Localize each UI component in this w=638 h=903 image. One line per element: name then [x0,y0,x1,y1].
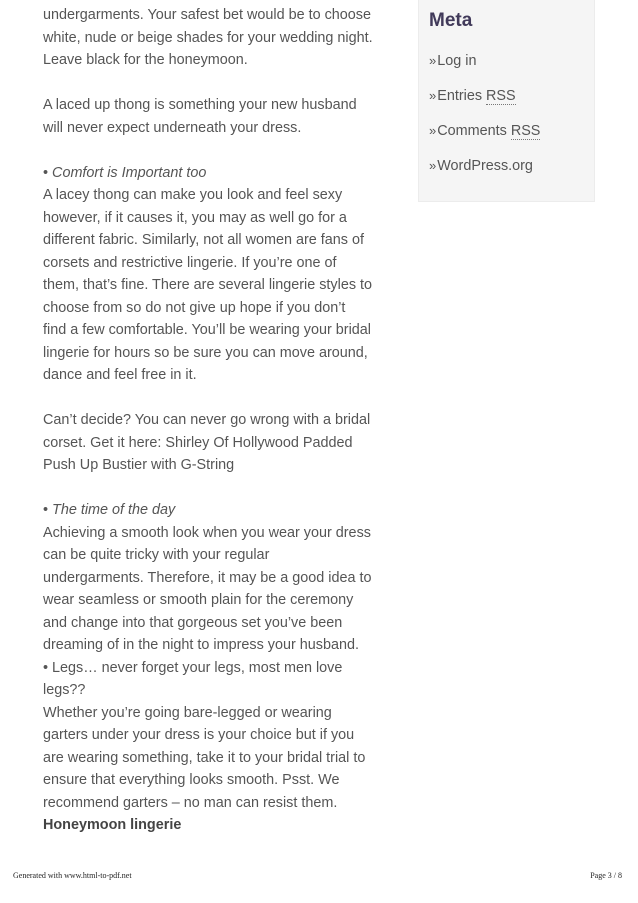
bullet: • [43,164,49,181]
text-line: are wearing something, take it to your bridal trial to [43,749,366,766]
text-line: legs?? [43,682,86,698]
text-line: them, that’s fine. There are several lingerie styles to [43,277,373,293]
heading-text: The time of the day [52,502,176,518]
text-line: garters under your dress is your choice but if you [43,727,355,743]
paragraph [43,4,398,72]
text-line: will never expect underneath your dress. [43,119,302,136]
paragraph [43,409,398,477]
chevron-right-icon: » [429,123,437,138]
section-heading [43,499,398,522]
subheading-honeymoon-lingerie: Honeymoon lingerie [43,817,182,833]
text-line: corset. Get it here: Shirley Of Hollywood Padded [43,434,353,451]
chevron-right-icon: » [429,88,437,103]
text-line: undergarments. Therefore, it may be a good idea to [43,569,372,586]
text-line: Achieving a smooth look when you wear your dress [43,524,371,541]
text-line: and change into that gorgeous set you’ve been [43,614,343,631]
text-line: recommend garters – no man can resist them. [43,794,338,811]
link-label: WordPress.org [437,158,533,174]
text-line: wear seamless or smooth plain for the ceremony [43,592,354,608]
section-heading [43,162,398,185]
link-label: Comments [437,123,511,139]
meta-link-comments-rss[interactable] [429,121,540,156]
paragraph [43,94,398,139]
heading-text: Comfort is Important too [52,164,207,181]
link-label: Log in [437,53,477,69]
meta-link-log-in[interactable] [429,51,540,86]
text-line: can be quite tricky with your regular [43,547,270,563]
text-line: Can’t decide? You can never go wrong with a bridal [43,412,371,428]
section-time-of-day [43,499,398,657]
text-line: ensure that everything looks smooth. Psst. We [43,772,340,788]
text-line: white, nude or beige shades for your wedding night. [43,29,373,46]
link-label: Entries [437,88,487,104]
text-line: Whether you’re going bare-legged or wearing [43,704,332,721]
text-line: A lacey thong can make you look and feel sexy [43,187,343,203]
text-line: • Legs… never forget your legs, most men love [43,659,343,676]
chevron-right-icon: » [429,158,437,173]
text-line: A laced up thong is something your new husband [43,97,357,113]
rss-abbr: RSS [510,123,541,139]
sidebar-meta-widget [418,0,595,202]
footer-page-number: Page 3 / 8 [590,871,622,880]
chevron-right-icon: » [429,53,437,68]
text-line: corsets and restrictive lingerie. If you’re one of [43,254,337,271]
text-line: Push Up Bustier with G-String [43,457,235,473]
bullet: • [43,502,49,518]
section-comfort [43,162,398,387]
meta-link-entries-rss[interactable] [429,86,540,121]
text-line: undergarments. Your safest bet would be to choose [43,7,372,23]
section-legs [43,657,398,815]
text-line: however, if it causes it, you may as well go for a [43,209,347,226]
meta-link-wordpress-org[interactable] [429,156,540,191]
article-body [43,4,398,837]
text-line: find a few comfortable. You’ll be wearing your bridal [43,322,371,338]
footer-generator: Generated with www.html-to-pdf.net [13,871,132,880]
text-line: dreaming of in the night to impress your husband. [43,637,359,653]
text-line: different fabric. Similarly, not all women are fans of [43,232,364,248]
text-line: Leave black for the honeymoon. [43,52,248,68]
sidebar-title: Meta [429,10,473,31]
text-line: dance and feel free in it. [43,367,197,383]
meta-links [429,51,540,191]
text-line: choose from so do not give up hope if you don’t [43,299,346,316]
rss-abbr: RSS [486,88,516,104]
text-line: lingerie for hours so be sure you can move around, [43,344,368,361]
